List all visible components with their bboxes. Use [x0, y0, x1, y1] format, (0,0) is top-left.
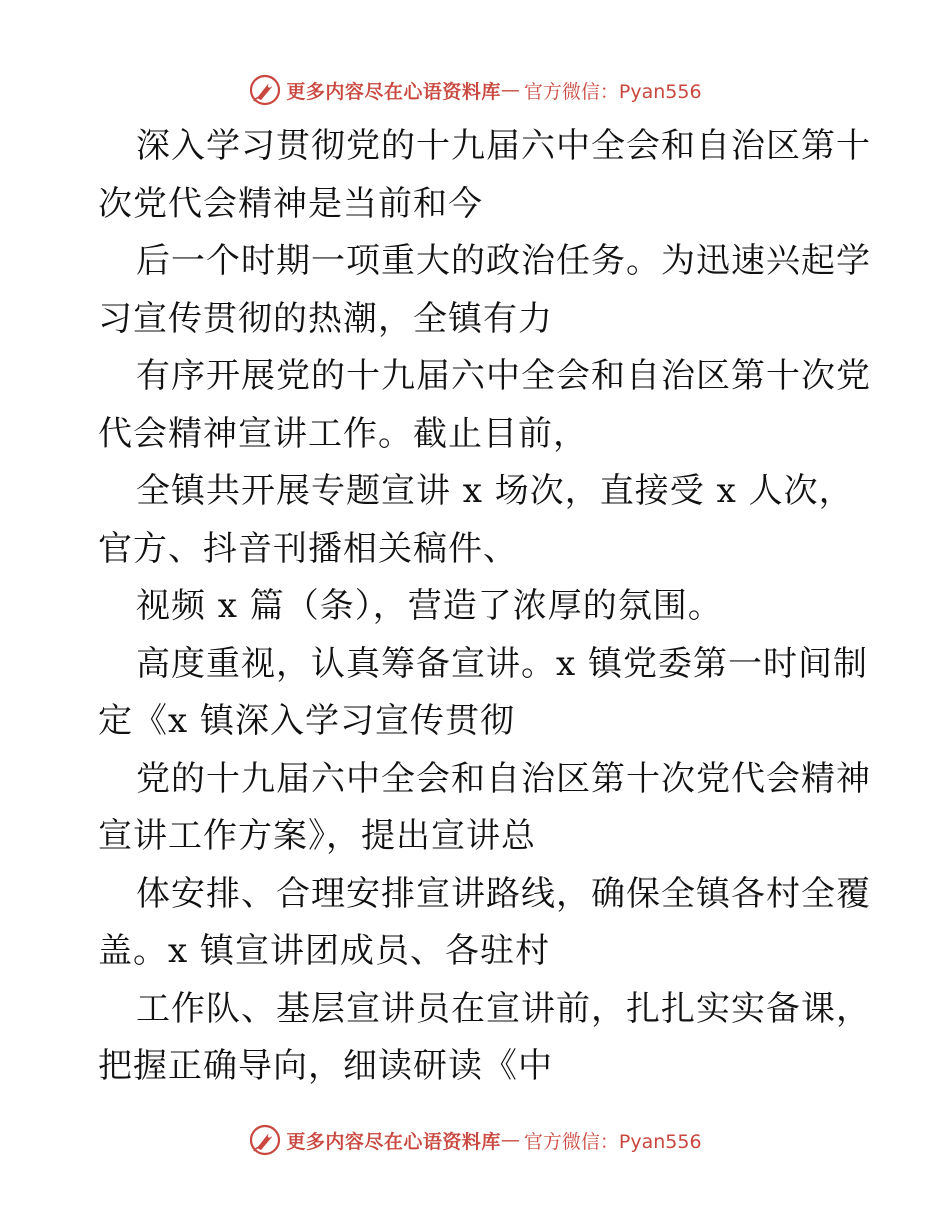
body-line: 官方、抖音刊播相关稿件、 — [98, 528, 518, 569]
body-line: 定《x 镇深入学习宣传贯彻 — [98, 701, 515, 741]
body-line: 全镇共开展专题宣讲 x 场次，直接受 x 人次， — [136, 471, 854, 511]
body-line: 次党代会精神是当前和今 — [98, 183, 483, 224]
body-line: 后一个时期一项重大的政治任务。为迅速兴起学 — [136, 241, 871, 281]
body-line: 代会精神宣讲工作。截止目前， — [98, 413, 588, 454]
body-line: 把握正确导向，细读研读《中 — [98, 1046, 553, 1086]
pen-nib-logo-icon — [248, 73, 282, 107]
body-line: 高度重视，认真筹备宣讲。x 镇党委第一时间制 — [136, 643, 868, 684]
body-line: 有序开展党的十九届六中全会和自治区第十次党 — [136, 356, 871, 396]
banner-title: 更多内容尽在心语资料库 — [286, 80, 501, 103]
banner-title: 更多内容尽在心语资料库 — [286, 1130, 501, 1153]
body-line: 视频 x 篇（条），营造了浓厚的氛围。 — [136, 586, 723, 626]
body-line: 习宣传贯彻的热潮，全镇有力 — [98, 298, 553, 339]
banner-wechat-id: 官方微信：Pyan556 — [523, 1130, 702, 1153]
footer-watermark-banner — [0, 1120, 950, 1160]
body-line: 体安排、合理安排宣讲路线，确保全镇各村全覆 — [136, 873, 871, 914]
banner-separator: — — [500, 79, 520, 101]
header-watermark-banner — [0, 70, 950, 110]
banner-separator: — — [500, 1129, 520, 1151]
body-line: 宣讲工作方案》，提出宣讲总 — [98, 816, 536, 856]
document-body — [98, 118, 871, 1096]
pen-nib-logo-icon — [248, 1123, 282, 1157]
body-line: 盖。x 镇宣讲团成员、各驻村 — [98, 931, 550, 971]
body-line: 党的十九届六中全会和自治区第十次党代会精神 — [136, 758, 871, 799]
body-line: 深入学习贯彻党的十九届六中全会和自治区第十 — [136, 126, 871, 166]
body-line: 工作队、基层宣讲员在宣讲前，扎扎实实备课， — [136, 988, 871, 1029]
banner-wechat-id: 官方微信：Pyan556 — [523, 80, 702, 103]
